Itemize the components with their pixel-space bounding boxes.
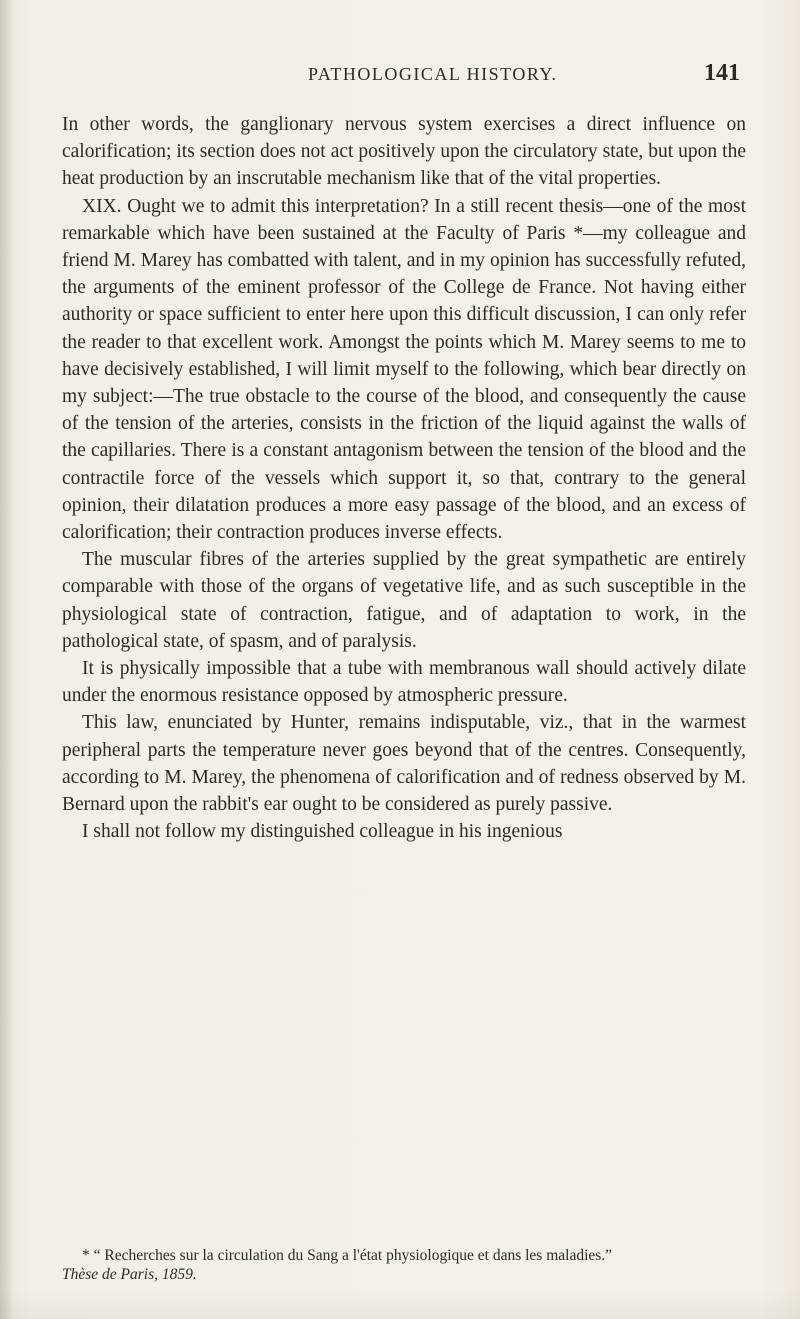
footnote-citation: * “ Recherches sur la circulation du Sang a l'état physiologique et dans les maladies.”	[82, 1247, 613, 1264]
spine-shadow	[0, 0, 14, 1319]
page-header	[60, 60, 740, 100]
body-text	[62, 111, 746, 845]
paragraph: It is physically impossible that a tube with membranous wall should actively dilate under the enormous resistance opposed by atmospheric pressure.	[62, 658, 746, 707]
running-title: PATHOLOGICAL HISTORY.	[308, 64, 558, 84]
paragraph: The muscular fibres of the arteries supplied by the great sympathetic are entirely comparable with those of the organs of vegetative life, and as such susceptible in the physiological state of contraction, fatigue, and of adaptation to work, in the pathological state, of spasm, and of paralysis.	[62, 549, 746, 652]
page-number: 141	[704, 60, 740, 86]
paragraph: This law, enunciated by Hunter, remains indisputable, viz., that in the warmest peripheral parts the temperature never goes beyond that of the centres. Consequently, according to M. Marey, the phenomena of calorification and of redness observed by M. Bernard upon the rabbit's ear ought to be considered as purely passive.	[62, 712, 746, 816]
paragraph: In other words, the ganglionary nervous system exercises a direct influence on calorification; its section does not act positively upon the circulatory state, but upon the heat production by an inscrutable mechanism like that of the vital properties.	[62, 114, 746, 190]
footnote-source: Thèse de Paris, 1859.	[62, 1266, 197, 1283]
page-bottom-shadow	[0, 1289, 800, 1319]
paragraph: XIX. Ought we to admit this interpretation? In a still recent thesis—one of the most remarkable which have been sustained at the Faculty of Paris *—my colleague and friend M. Marey has combatted with talent, and in my opinion has successfully refuted, the arguments of the eminent professor of the College de France. Not having either authority or space sufficient to enter here upon this difficult discussion, I can only refer the reader to that excellent work. Amongst the points which M. Marey seems to me to have decisively established, I will limit myself to the following, which bear directly on my subject:—The true obstacle to the course of the blood, and consequently the cause of the tension of the arteries, consists in the friction of the liquid against the walls of the capillaries. There is a constant antagonism between the tension of the blood and the contractile force of the vessels which support it, so that, contrary to the general opinion, their dilatation produces a more easy passage of the blood, and an excess of calorification; their contraction produces inverse effects.	[62, 195, 746, 544]
footnote	[62, 1246, 746, 1284]
paragraph: I shall not follow my distinguished colleague in his ingenious	[82, 821, 563, 843]
